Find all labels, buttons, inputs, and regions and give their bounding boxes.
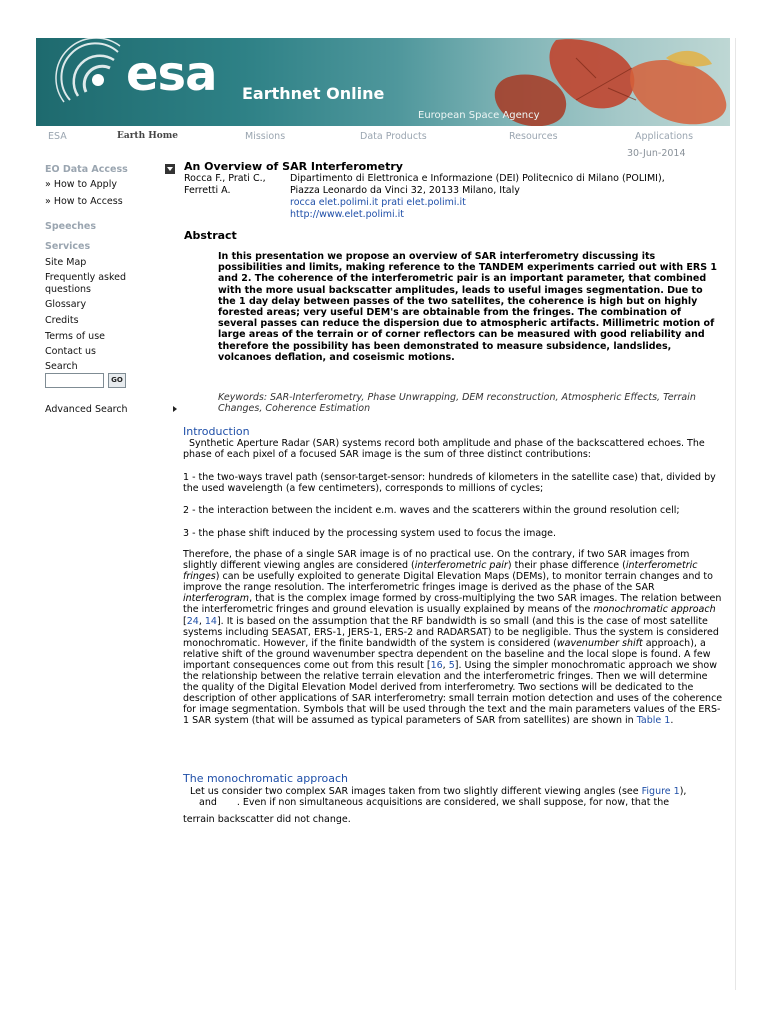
- sidebar-services[interactable]: Services: [45, 241, 91, 252]
- ref-link-24[interactable]: 24: [186, 615, 199, 627]
- search-label: Search: [45, 361, 78, 372]
- nav-earth-home[interactable]: Earth Home: [117, 131, 179, 141]
- nav-missions[interactable]: Missions: [245, 131, 286, 142]
- intro-paragraph-4: 3 - the phase shift induced by the processing system used to focus the image.: [183, 528, 557, 539]
- mono-paragraph-1-cont: [199, 797, 739, 808]
- p5-text-9: ,: [442, 659, 449, 671]
- current-date: 30-Jun-2014: [627, 148, 686, 159]
- sidebar-contact-us[interactable]: Contact us: [45, 346, 96, 357]
- nav-esa[interactable]: ESA: [48, 131, 67, 142]
- esa-logo-icon: [56, 38, 120, 102]
- website-link[interactable]: http://www.elet.polimi.it: [290, 209, 405, 220]
- email-link[interactable]: rocca elet.polimi.it prati elet.polimi.it: [290, 197, 466, 208]
- table-1-link[interactable]: Table 1: [636, 715, 671, 727]
- mono-text-3: and: [199, 797, 217, 808]
- keywords-text: Keywords: SAR-Interferometry, Phase Unwrapping, DEM reconstruction, Atmospheric Effects, Terrain Changes, Coherence Estimation: [218, 392, 696, 414]
- ref-link-16[interactable]: 16: [430, 659, 443, 671]
- p5-text-3: ) can be usefully exploited to generate Digital Elevation Maps (DEMs), to monitor terrain changes and to improve the range resolution. The interferometric fringes image is derived as the phase of the SAR: [183, 571, 713, 594]
- p5-term-interferogram: interferogram: [183, 593, 250, 605]
- sidebar-site-map[interactable]: Site Map: [45, 257, 87, 268]
- intro-paragraph-5: [183, 549, 723, 727]
- search-go-button[interactable]: GO: [108, 373, 126, 388]
- esa-logo-text: esa: [126, 46, 217, 102]
- intro-paragraph-1: Synthetic Aperture Radar (SAR) systems record both amplitude and phase of the backscattered echoes. The phase of each pixel of a focused SAR image is the sum of three distinct contributions:: [183, 438, 705, 461]
- sidebar-faq-line1: Frequently asked: [45, 272, 127, 283]
- article-authors: [184, 173, 266, 197]
- mono-text-1: Let us consider two complex SAR images taken from two slightly different viewing angles (see: [190, 786, 642, 797]
- header-banner: [36, 38, 730, 126]
- sidebar-faq-line2: questions: [45, 284, 91, 295]
- ref-link-14[interactable]: 14: [204, 615, 217, 627]
- abstract-heading: Abstract: [184, 229, 237, 242]
- p5-term-wavenumber-shift: wavenumber shift: [556, 637, 643, 649]
- p5-text-2: ) their phase difference (: [507, 560, 626, 572]
- sidebar-faq[interactable]: [45, 272, 126, 296]
- search-input[interactable]: [45, 373, 104, 388]
- mono-paragraph-1: [190, 786, 730, 797]
- p5-term-interferometric-fringes: interferometric fringes: [183, 560, 698, 583]
- nav-data-products[interactable]: Data Products: [360, 131, 427, 142]
- site-name: Earthnet Online: [242, 84, 385, 103]
- authors-line2: Ferretti A.: [184, 185, 231, 196]
- sidebar-terms-of-use[interactable]: Terms of use: [45, 331, 105, 342]
- affiliation-line1: Dipartimento di Elettronica e Informazione (DEI) Politecnico di Milano (POLIMI),: [290, 173, 665, 184]
- mono-text-4: . Even if non simultaneous acquisitions are considered, we shall suppose, for now, that the: [236, 797, 670, 808]
- p5-term-monochromatic-approach: monochromatic approach: [593, 604, 716, 616]
- agency-name: European Space Agency: [418, 110, 540, 121]
- ref-link-5[interactable]: 5: [448, 659, 455, 671]
- p5-term-interferometric-pair: interferometric pair: [414, 560, 508, 572]
- p5-text-4: , that is the complex image formed by cross-multiplying the two SAR images. The relation between the interferometric fringes and ground elevation is usually explained by means of the: [183, 593, 722, 616]
- intro-paragraph-3: 2 - the interaction between the incident e.m. waves and the scatterers within the ground resolution cell;: [183, 505, 680, 516]
- abstract-text: In this presentation we propose an overview of SAR interferometry discussing its possibilities and limits, making reference to the TANDEM experiments carried out with ERS 1 and 2. The coherence of the interferometric pair is an important parameter, that combined with the more usual backscatter amplitudes, leads to useful images segmentation. Due to the 1 day delay between passes of the two satellites, the coherence is high but on highly forested areas; very useful DEM's are obtainable from the fringes. The combination of several passes can reduce the dispersion due to atmospheric artifacts. Millimetric motion of large areas of the terrain or of corner reflectors can be measured with good reliability and therefore the possibility has been demonstrated to measure subsidence, landslides, volcanoes deflation, and coseismic motions.: [218, 251, 718, 363]
- sidebar-speeches[interactable]: Speeches: [45, 221, 97, 232]
- p5-text-11: .: [670, 715, 674, 727]
- top-navigation: [0, 131, 768, 145]
- arrow-right-icon: [173, 406, 177, 412]
- right-divider: [735, 38, 736, 990]
- figure-1-link[interactable]: Figure 1: [641, 786, 680, 797]
- sidebar-how-to-access[interactable]: » How to Access: [45, 196, 123, 207]
- sidebar-glossary[interactable]: Glossary: [45, 299, 87, 310]
- nav-applications[interactable]: Applications: [635, 131, 694, 142]
- introduction-heading: Introduction: [183, 425, 250, 438]
- collapse-toggle-icon[interactable]: [165, 164, 175, 174]
- p5-text-8: approach), a relative shift of the ground wavenumber spectra dependent on the baseline and the local slope is found. A few important consequences come out from this result [: [183, 637, 711, 671]
- mono-text-2: ),: [679, 786, 687, 797]
- p5-text-7: ]. It is based on the assumption that the RF bandwidth is so small (and this is the case of most satellite systems including SEASAT, ERS-1, JERS-1, ERS-2 and RADARSAT) to be negligible. Thus the system is considered monochromatic. However, if the finite bandwidth of the system is considered (: [183, 615, 719, 649]
- sidebar-how-to-apply[interactable]: » How to Apply: [45, 179, 117, 190]
- sidebar-eo-data-access[interactable]: EO Data Access: [45, 164, 128, 175]
- nav-resources[interactable]: Resources: [509, 131, 558, 142]
- advanced-search-link[interactable]: Advanced Search: [45, 404, 128, 415]
- affiliation-line2: Piazza Leonardo da Vinci 32, 20133 Milano, Italy: [290, 185, 520, 196]
- p5-text-1: Therefore, the phase of a single SAR image is of no practical use. On the contrary, if two SAR images from slightly different viewing angles are considered (: [183, 549, 690, 572]
- authors-line1: Rocca F., Prati C.,: [184, 173, 266, 184]
- p5-text-5: [: [183, 615, 187, 627]
- article-affiliation: [290, 173, 665, 221]
- article-title: An Overview of SAR Interferometry: [184, 160, 403, 173]
- p5-text-6: ,: [198, 615, 205, 627]
- intro-paragraph-2: 1 - the two-ways travel path (sensor-target-sensor: hundreds of kilometers in the satellite case) that, divided by the used wavelength (a few centimeters), corresponds to millions of cycles;: [183, 472, 716, 495]
- p5-text-10: ]. Using the simpler monochromatic approach we show the relationship between the relative terrain elevation and the interferometric fringes. Then we will determine the quality of the Digital Elevation Model derived from interferometry. Two sections will be dedicated to the description of other applications of SAR interferometry: small terrain motion detection and uses of the coherence for image segmentation. Symbols that will be used through the text and the main parameters values of the ERS-1 SAR system (that will be assumed as typical parameters of SAR from satellites) are shown in: [183, 659, 723, 727]
- sidebar-credits[interactable]: Credits: [45, 315, 79, 326]
- mono-paragraph-2: terrain backscatter did not change.: [183, 814, 351, 825]
- monochromatic-heading: The monochromatic approach: [183, 772, 348, 785]
